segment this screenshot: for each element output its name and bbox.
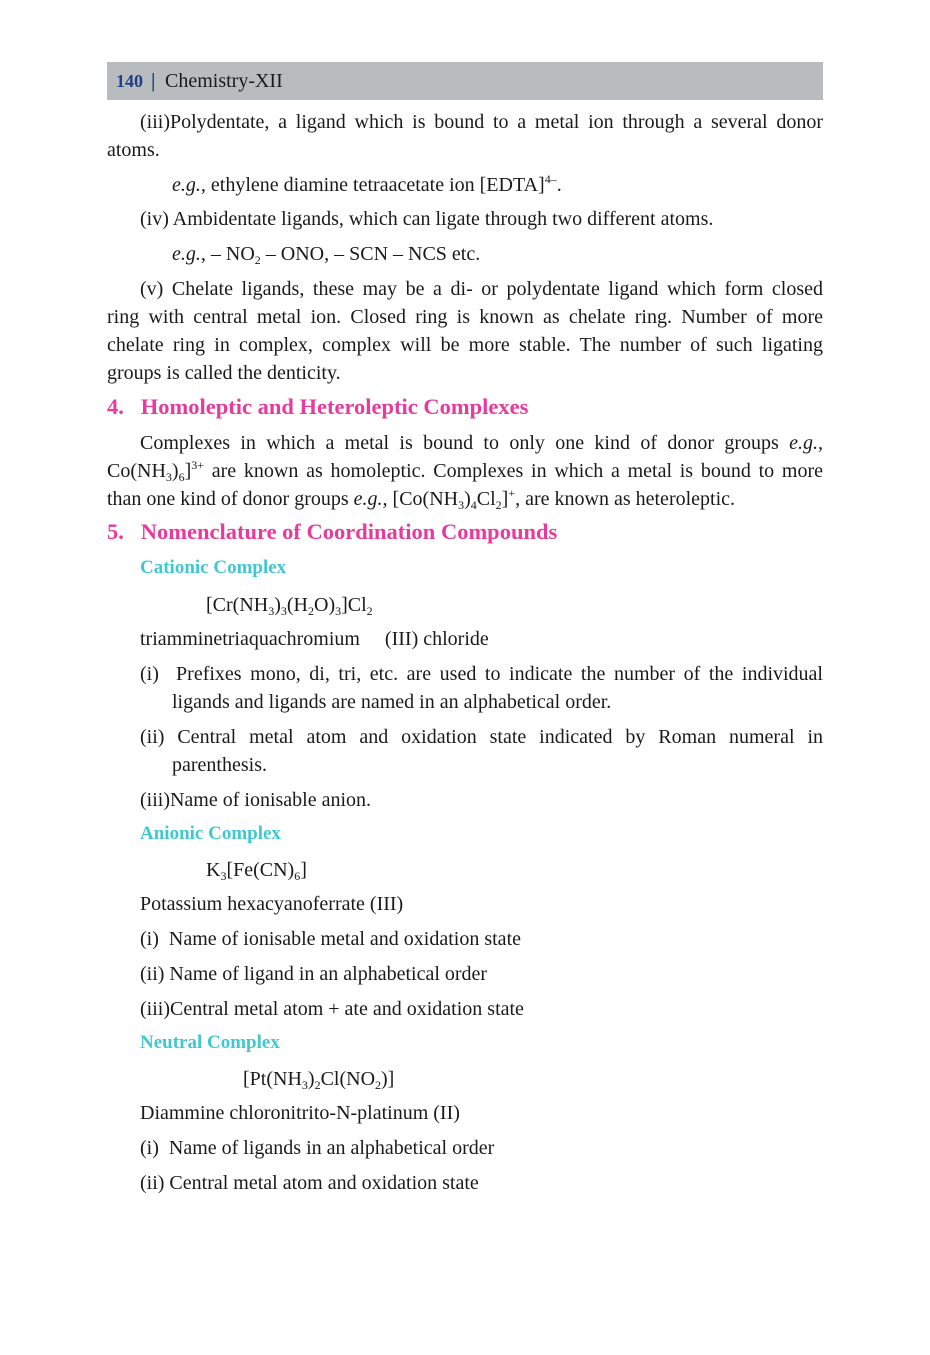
book-title: Chemistry-XII (165, 70, 283, 92)
s4-p2-c: ] (184, 460, 192, 482)
item-iii-line2: atoms. (107, 139, 160, 161)
cationic-rule-1a: (i) Prefixes mono, di, tri, etc. are used to indicate the number of the individual (140, 663, 823, 685)
cat-f-a: [Cr(NH (206, 594, 269, 616)
neutral-formula (243, 1065, 394, 1093)
anionic-rule-2: (ii) Name of ligand in an alphabetical order (140, 963, 488, 985)
anionic-rule-1: (i) Name of ionisable metal and oxidation state (140, 928, 521, 950)
eg-label: e.g., (172, 174, 206, 196)
s4-p3-c: ) (464, 488, 471, 510)
cationic-name: triamminetriaquachromium (III) chloride (140, 628, 489, 650)
anionic-complex-title: Anionic Complex (140, 823, 281, 844)
s4-p2-sup: 3+ (191, 458, 205, 472)
eg-text-a: – NO (210, 243, 255, 265)
s4-p3-eg: e.g., (353, 488, 388, 510)
neutral-rule-1: (i) Name of ligands in an alphabetical order (140, 1137, 495, 1159)
cationic-formula (206, 591, 373, 619)
section-4-heading: 4. Homoleptic and Heteroleptic Complexes (107, 394, 529, 419)
s4-p3-e: ] (501, 488, 509, 510)
cationic-rule-2b: parenthesis. (172, 754, 267, 776)
s4-p3-f: , are known as heteroleptic. (515, 488, 736, 510)
section-4-line3 (107, 485, 735, 513)
neutral-complex-title: Neutral Complex (140, 1032, 280, 1053)
s4-p3-s1: 3 (458, 498, 465, 512)
eg-end: . (556, 174, 562, 196)
item-v-line1: (v) Chelate ligands, these may be a di- or polydentate ligand which form closed (140, 278, 823, 300)
cat-f-s3: 2 (308, 604, 314, 618)
eg-sub: 2 (254, 253, 261, 267)
neutral-name: Diammine chloronitrito-N-platinum (II) (140, 1102, 460, 1124)
running-header (107, 62, 823, 100)
cationic-rule-1b: ligands and ligands are named in an alphabetical order. (172, 691, 612, 713)
cat-f-c: (H (286, 594, 308, 616)
cationic-rule-2a: (ii) Central metal atom and oxidation state indicated by Roman numeral in (140, 726, 823, 748)
anionic-formula (206, 856, 307, 884)
neu-f-d: )] (381, 1068, 395, 1090)
header-separator: | (151, 70, 156, 92)
item-v-line4: groups is called the denticity. (107, 362, 341, 384)
s4-p3-sup: + (508, 486, 516, 500)
cat-f-s2: 3 (280, 604, 287, 618)
neu-f-b: ) (307, 1068, 315, 1090)
item-iv-example (172, 240, 480, 268)
item-iii-line1: (iii)Polydentate, a ligand which is bound to a metal ion through a several donor (140, 111, 823, 133)
an-f-s1: 3 (220, 869, 227, 883)
cationic-complex-title: Cationic Complex (140, 557, 287, 578)
s4-p3-s3: 2 (495, 498, 502, 512)
section-4-line2 (107, 457, 823, 485)
eg-text: ethylene diamine tetraacetate ion [EDTA] (210, 174, 545, 196)
s4-p2-a: Co(NH (107, 460, 166, 482)
eg-text-b: – ONO, – SCN – NCS etc. (265, 243, 481, 265)
s4-p3-a: than one kind of donor groups (107, 488, 354, 510)
an-f-a: K (206, 859, 221, 881)
s4-p1-eg: e.g., (789, 432, 824, 454)
anionic-name: Potassium hexacyanoferrate (III) (140, 893, 404, 915)
section-4-line1 (140, 429, 823, 457)
item-iv: (iv) Ambidentate ligands, which can ligate through two different atoms. (140, 208, 714, 230)
section-5-heading: 5. Nomenclature of Coordination Compounds (107, 519, 558, 544)
an-f-s2: 6 (294, 869, 301, 883)
cationic-rule-3: (iii)Name of ionisable anion. (140, 789, 372, 811)
neu-f-s3: 2 (375, 1078, 382, 1092)
neu-f-a: [Pt(NH (243, 1068, 302, 1090)
item-v-line3: chelate ring in complex, complex will be more stable. The number of such ligating (107, 334, 823, 356)
an-f-b: [Fe(CN) (226, 859, 295, 881)
s4-p2-d: are known as homoleptic. Complexes in which a metal is bound to more (204, 460, 823, 482)
anionic-rule-3: (iii)Central metal atom + ate and oxidation state (140, 998, 524, 1020)
neu-f-s2: 2 (314, 1078, 321, 1092)
cat-f-s4: 3 (335, 604, 342, 618)
cat-f-s5: 2 (366, 604, 373, 618)
neu-f-c: Cl(NO (320, 1068, 376, 1090)
s4-p3-d: Cl (476, 488, 496, 510)
cat-f-b: ) (274, 594, 281, 616)
s4-p1: Complexes in which a metal is bound to only one kind of donor groups (140, 432, 779, 454)
s4-p3-s2: 4 (470, 498, 477, 512)
item-iii-example (172, 171, 562, 199)
neutral-rule-2: (ii) Central metal atom and oxidation state (140, 1172, 479, 1194)
cat-f-e: ]Cl (341, 594, 367, 616)
s4-p2-b: ) (171, 460, 179, 482)
s4-p2-s1: 3 (165, 470, 172, 484)
cat-f-d: O) (314, 594, 336, 616)
an-f-c: ] (300, 859, 307, 881)
eg-charge: 4– (544, 172, 557, 186)
cat-f-s1: 3 (268, 604, 275, 618)
page-number: 140 (116, 71, 143, 91)
neu-f-s1: 3 (301, 1078, 308, 1092)
s4-p3-b: [Co(NH (387, 488, 459, 510)
s4-p2-s2: 6 (178, 470, 185, 484)
eg-label: e.g., (172, 243, 206, 265)
item-v-line2: ring with central metal ion. Closed ring is known as chelate ring. Number of more (107, 306, 823, 328)
